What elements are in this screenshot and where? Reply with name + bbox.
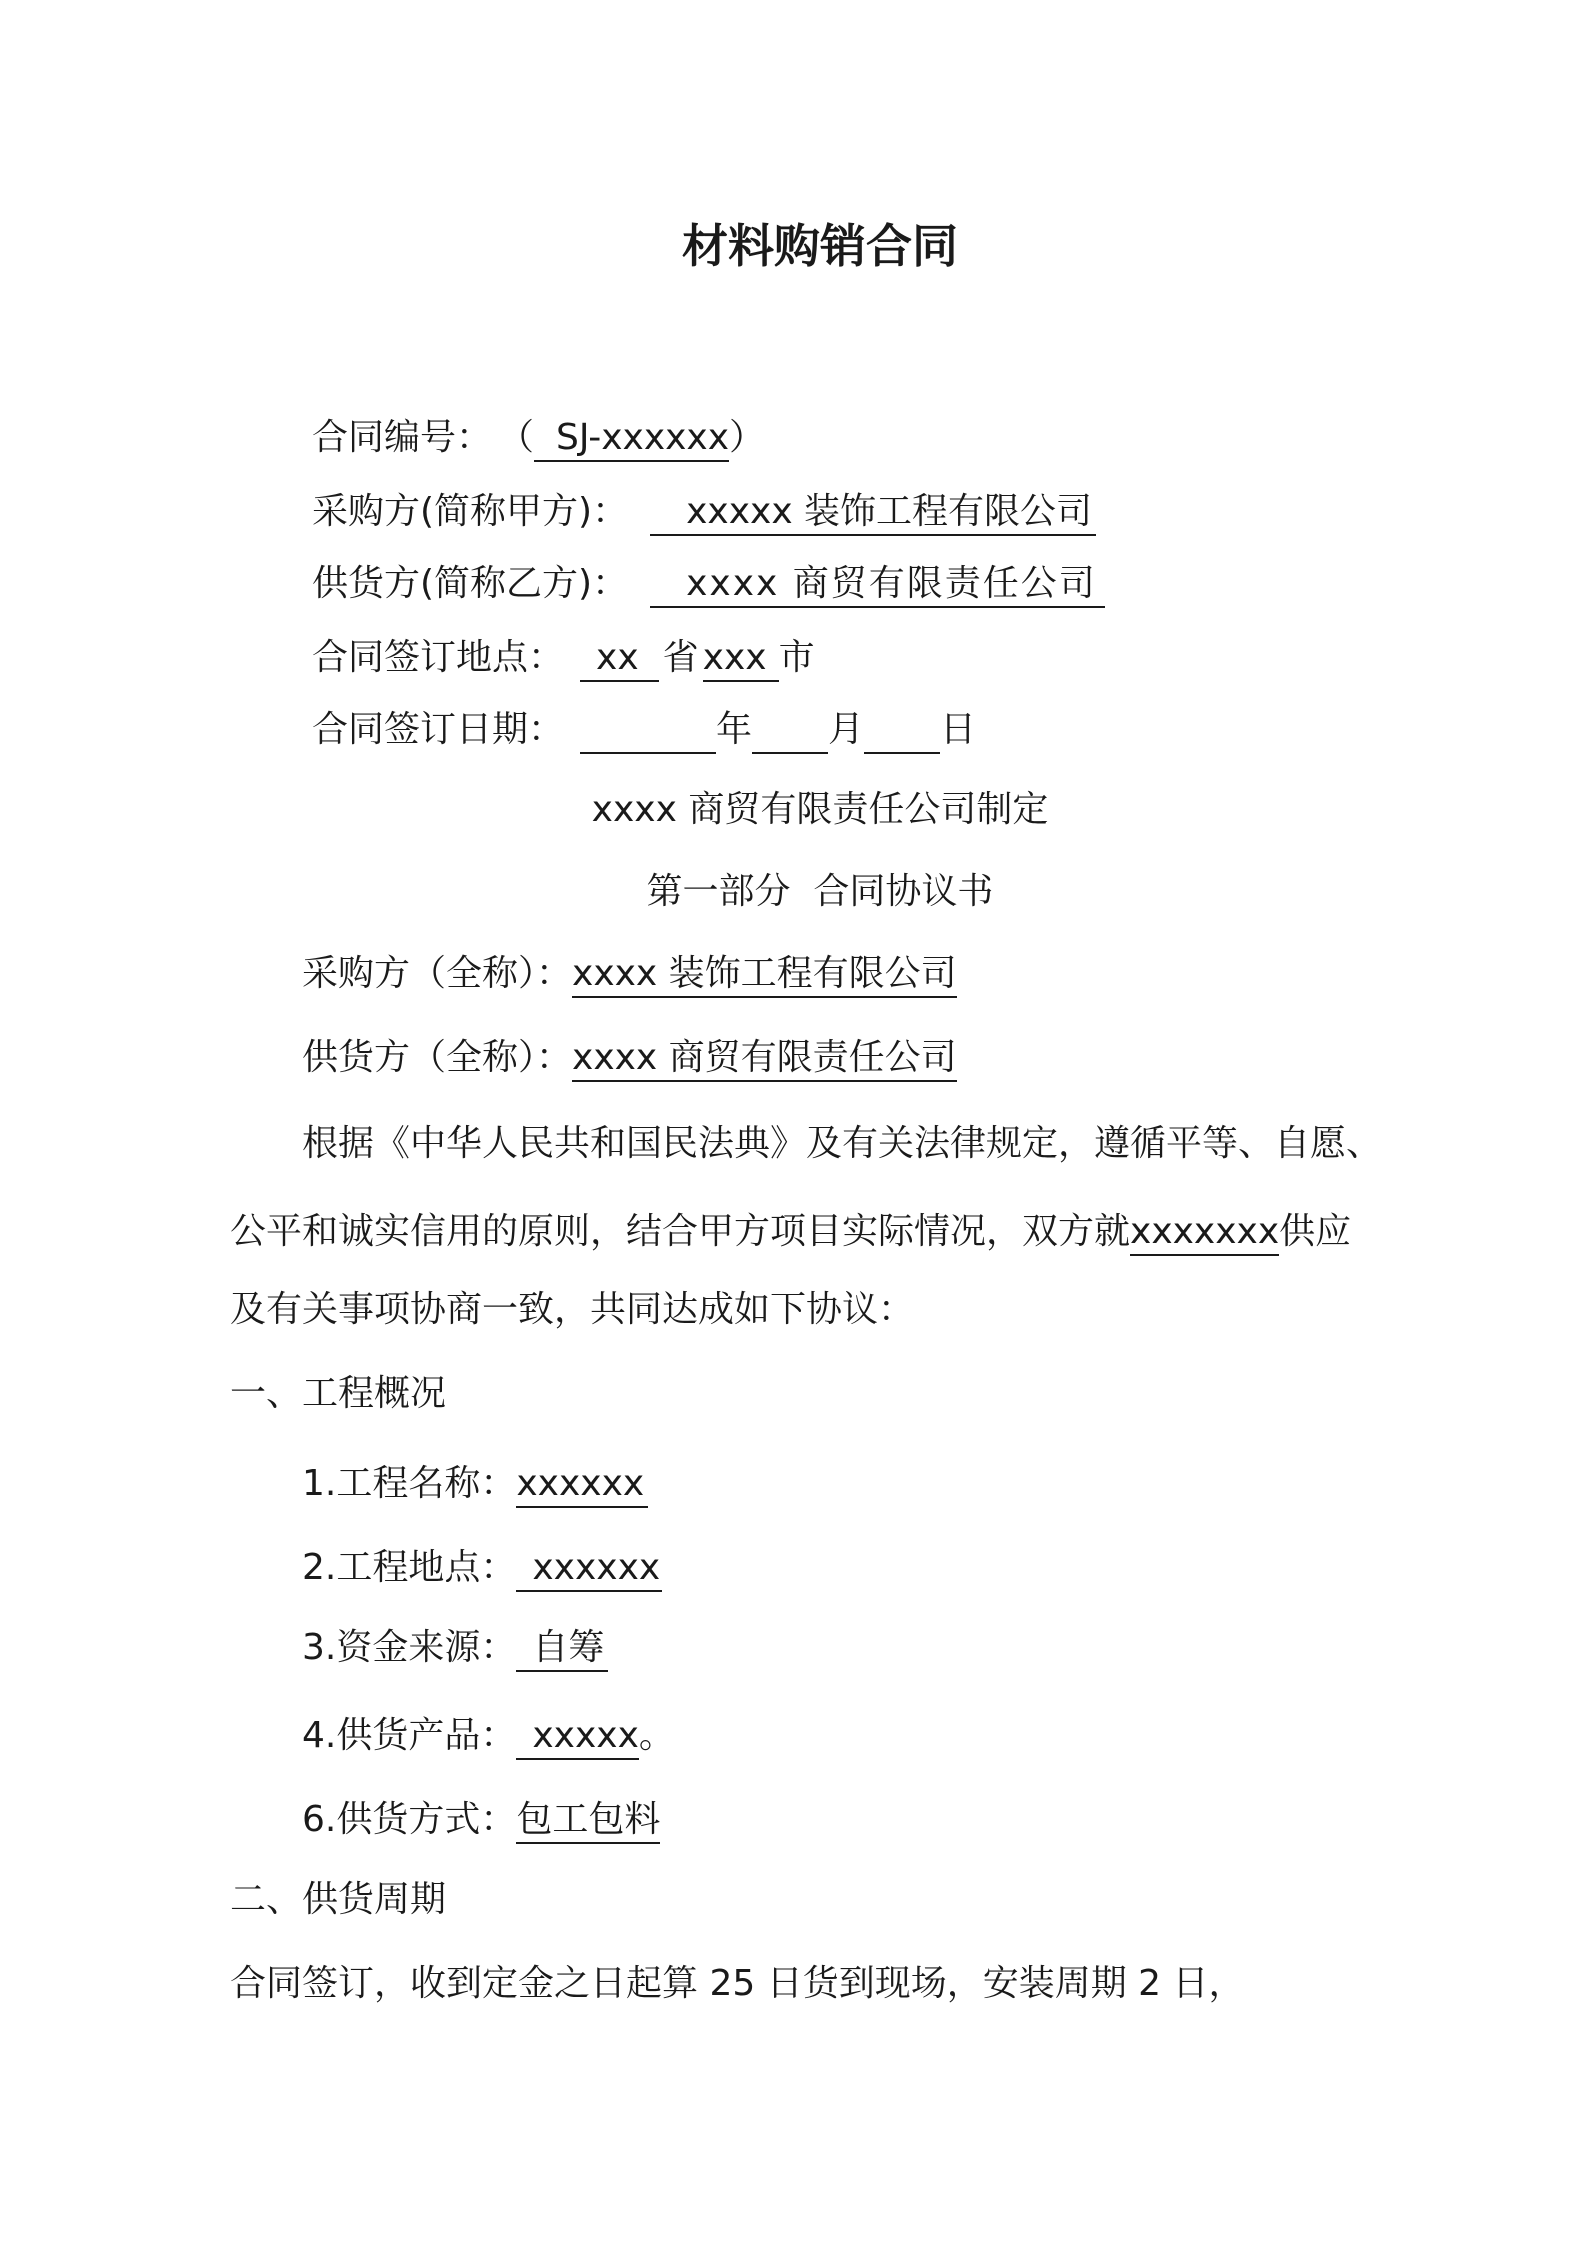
signing-place-city-unit: 市 [778,637,815,678]
supplier-short-label: 供货方(简称乙方)： [312,563,629,604]
contract-number-open-paren: （ [516,417,535,458]
funding-source-value: 自筹 [516,1626,608,1672]
buyer-full-row [302,950,957,998]
supplier-full-value: xxxx 商贸有限责任公司 [572,1036,957,1082]
signing-date-month-unit: 月 [828,709,865,750]
funding-source-label: 3.资金来源： [302,1627,517,1668]
supply-product-suffix: 。 [638,1715,675,1756]
supplier-short-row [312,560,1105,608]
made-by-line: xxxx 商贸有限责任公司制定 [591,789,1049,830]
section-2-text: 合同签订，收到定金之日起算 25 日货到现场，安装周期 2 日， [230,1963,1245,2004]
signing-date-day-unit: 日 [940,709,977,750]
buyer-full-label: 采购方（全称）： [302,953,573,994]
project-name-label: 1.工程名称： [302,1463,517,1504]
buyer-full-value: xxxx 装饰工程有限公司 [572,952,957,998]
contract-number-close-paren: ） [729,417,766,458]
supply-method-value: 包工包料 [516,1798,660,1844]
signing-place-city: xxx [703,636,779,682]
supply-item-value: xxxxxxx [1130,1210,1279,1256]
intro-line-2-text: 公平和诚实信用的原则，结合甲方项目实际情况，双方就 [230,1211,1131,1252]
contract-number-label: 合同编号： [312,417,493,458]
section-1-heading: 一、工程概况 [230,1373,447,1414]
project-location-value: xxxxxx [516,1546,662,1592]
signing-date-year-unit: 年 [716,709,753,750]
supply-method-row [302,1796,660,1844]
intro-line-1: 根据《中华人民共和国民法典》及有关法律规定，遵循平等、自愿、 [302,1123,1383,1164]
supply-product-row [302,1712,675,1760]
signing-date-day-blank [864,712,940,754]
intro-line-2-suffix: 供应 [1279,1211,1352,1252]
intro-line-2 [230,1208,1351,1256]
signing-place-label: 合同签订地点： [312,637,565,678]
section-2-heading: 二、供货周期 [230,1879,447,1920]
supply-product-value: xxxxx [516,1714,639,1760]
project-name-value: xxxxxx [516,1462,648,1508]
signing-place-row [312,634,815,682]
supply-method-label: 6.供货方式： [302,1799,517,1840]
signing-date-row [312,706,976,754]
contract-number-row [312,414,765,462]
intro-line-3: 及有关事项协商一致，共同达成如下协议： [230,1289,915,1330]
signing-place-province-unit: 省 [662,637,699,678]
signing-date-month-blank [752,712,828,754]
supplier-full-label: 供货方（全称）： [302,1037,573,1078]
project-location-row [302,1544,662,1592]
project-name-row [302,1460,648,1508]
buyer-short-row [312,488,1096,536]
signing-date-year-blank [580,712,716,754]
funding-source-row [302,1624,608,1672]
document-title: 材料购销合同 [682,219,958,273]
supply-product-label: 4.供货产品： [302,1715,517,1756]
contract-number-value: SJ-xxxxxx [534,416,729,462]
signing-date-label: 合同签订日期： [312,709,565,750]
buyer-short-label: 采购方(简称甲方)： [312,491,629,532]
supplier-short-value: xxxx 商贸有限责任公司 [650,562,1105,608]
buyer-short-value: xxxxx 装饰工程有限公司 [650,490,1096,536]
part-one-heading: 第一部分 合同协议书 [646,871,994,912]
signing-place-province: xx [580,636,659,682]
supplier-full-row [302,1034,957,1082]
project-location-label: 2.工程地点： [302,1547,517,1588]
